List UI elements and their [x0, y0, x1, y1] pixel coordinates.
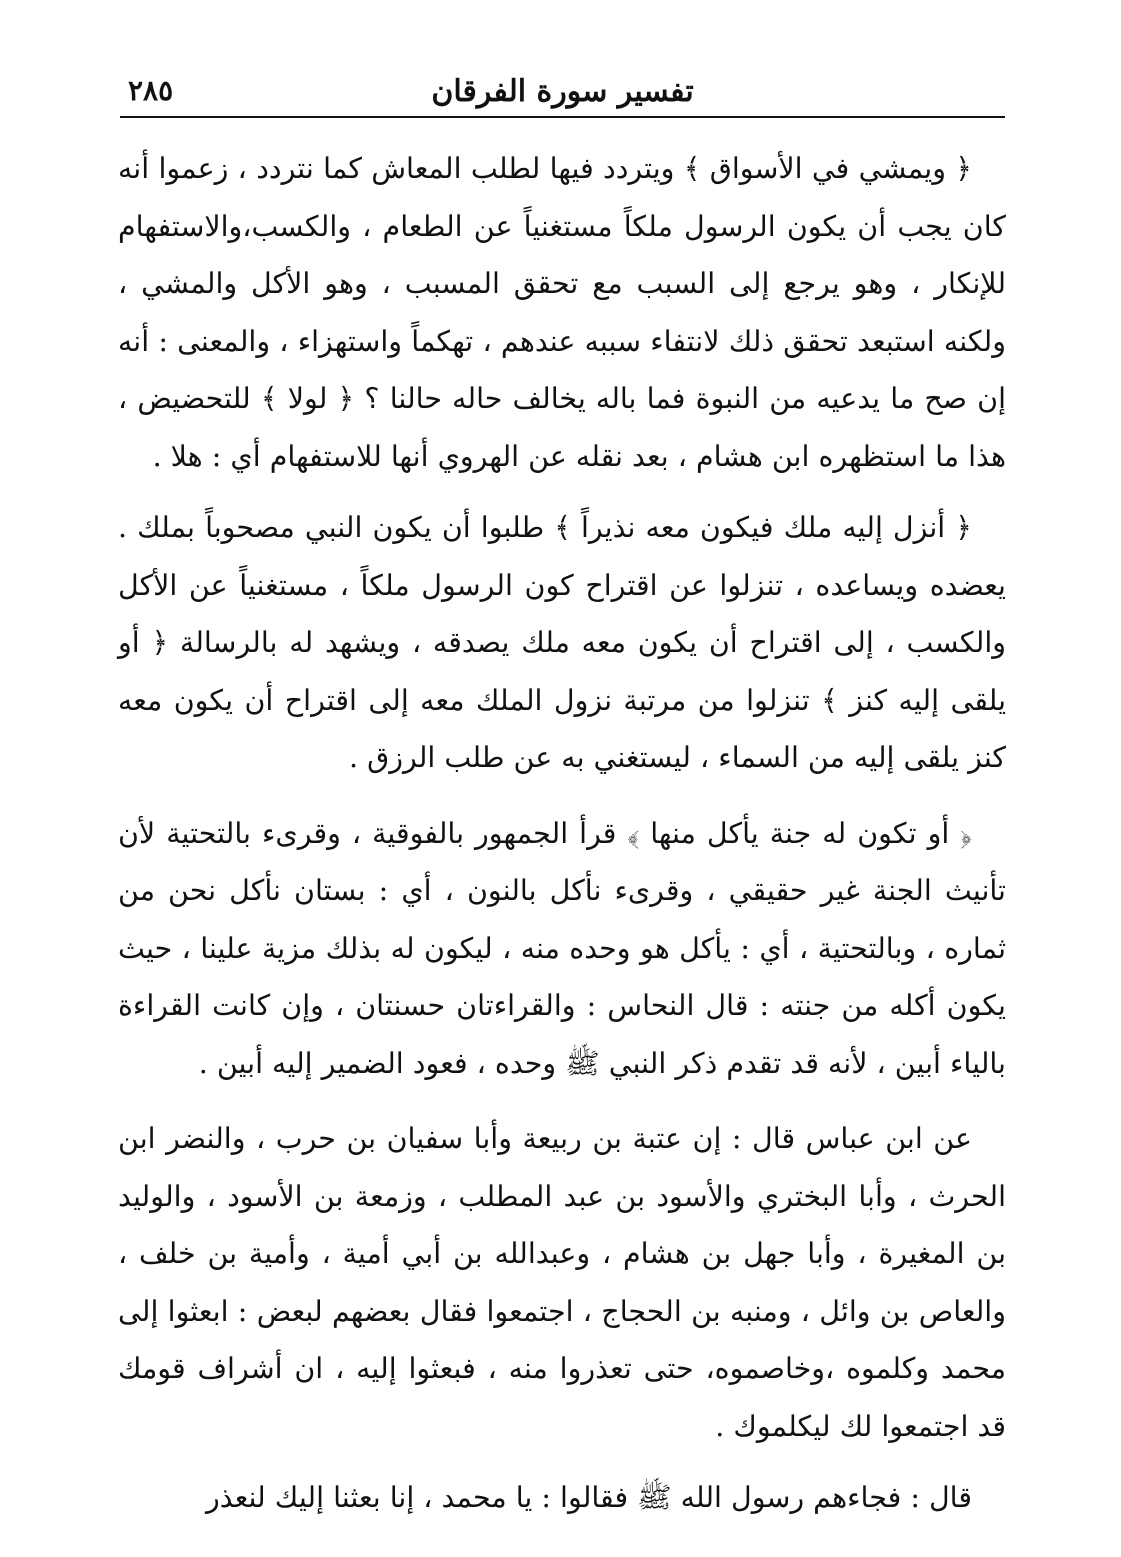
- paragraph-ibn-abbas-narration: عن ابن عباس قال : إن عتبة بن ربيعة وأبا سفيان بن حرب ، والنضر ابن الحرث ، وأبا البختري والأسود بن عبد المطلب ، وزمعة بن الأسود ، والوليد بن المغيرة ، وأبا جهل بن هشام ، وعبدالله بن أبي أمية ، وأمية بن خلف ، والعاص بن وائل ، ومنبه بن الحجاج ، اجتمعوا فقال بعضهم لبعض : ابعثوا إلى محمد وكلموه ،وخاصموه، حتى تعذروا منه ، فبعثوا إليه ، ان أشراف قومك قد اجتمعوا لك ليكلموك .: [118, 1122, 1006, 1443]
- running-title: تفسير سورة الفرقان: [431, 74, 694, 109]
- page-number: ٢٨٥: [128, 74, 174, 107]
- body-text: [118, 140, 1006, 1545]
- page-header: [120, 64, 1005, 118]
- paragraph-angel-sent-down: ﴿ أنزل إليه ملك فيكون معه نذيراً ﴾ طلبوا أن يكون النبي مصحوباً بملك . يعضده ويساعده ، تنزلوا عن اقتراح كون الرسول ملكاً ، مستغنياً عن الأكل والكسب ، إلى اقتراح أن يكون معه ملك يصدقه ، ويشهد له بالرسالة ﴿ أو يلقى إليه كنز ﴾ تنزلوا من مرتبة نزول الملك معه إلى اقتراح أن يكون معه كنز يلقى إليه من السماء ، ليستغني به عن طلب الرزق .: [118, 511, 1006, 774]
- paragraph-garden-to-eat: ﴿ أو تكون له جنة يأكل منها ﴾ قرأ الجمهور بالفوقية ، وقرىء بالتحتية لأن تأنيث الجنة غير حقيقي ، وقرىء نأكل بالنون ، أي : بستان نأكل نحن من ثماره ، وبالتحتية ، أي : يأكل هو وحده منه ، ليكون له بذلك مزية علينا ، حيث يكون أكله من جنته : قال النحاس : والقراءتان حسنتان ، وإن كانت القراءة بالياء أبين ، لأنه قد تقدم ذكر النبي ﷺ وحده ، فعود الضمير إليه أبين .: [118, 816, 1006, 1080]
- paragraph-prophet-came: قال : فجاءهم رسول الله ﷺ فقالوا : يا محمد ، إنا بعثنا إليك لنعذر: [205, 1481, 972, 1514]
- paragraph-walking-in-markets: ﴿ ويمشي في الأسواق ﴾ ويتردد فيها لطلب المعاش كما نتردد ، زعموا أنه كان يجب أن يكون الرسول ملكاً مستغنياً عن الطعام ، والكسب،والاستفهام للإنكار ، وهو يرجع إلى السبب مع تحقق المسبب ، وهو الأكل والمشي ، ولكنه استبعد تحقق ذلك لانتفاء سببه عندهم ، تهكماً واستهزاء ، والمعنى : أنه إن صح ما يدعيه من النبوة فما باله يخالف حاله حالنا ؟ ﴿ لولا ﴾ للتحضيض ، هذا ما استظهره ابن هشام ، بعد نقله عن الهروي أنها للاستفهام أي : هلا .: [118, 152, 1006, 473]
